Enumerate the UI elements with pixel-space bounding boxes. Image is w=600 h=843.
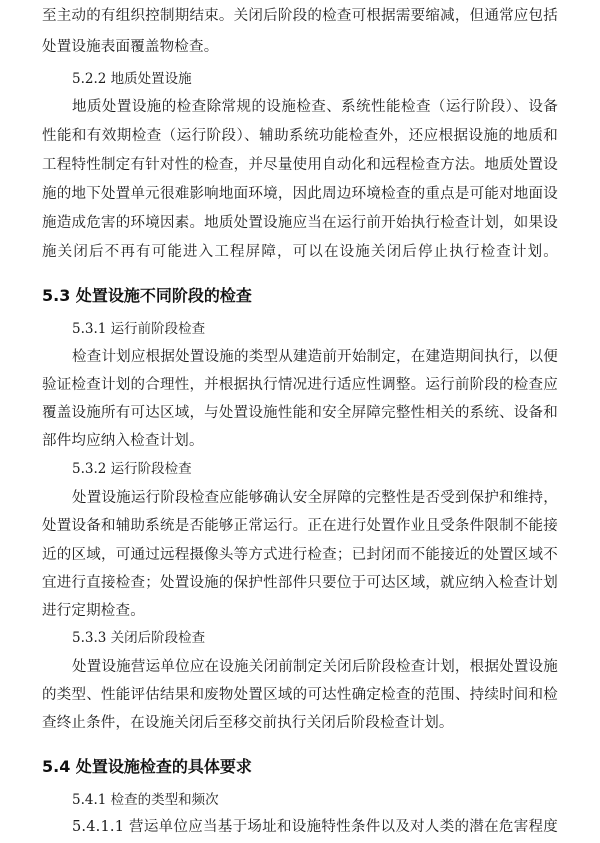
paragraph-line: 处置设施表面覆盖物检查。 (42, 39, 219, 55)
paragraph-line: 处置设施运行阶段检查应能够确认安全屏障的完整性是否受到保护和维持， (72, 490, 558, 506)
paragraph-line: 近的区域，可通过远程摄像头等方式进行检查；已封闭而不能接近的处置区域不 (42, 547, 558, 563)
section-title-5-4: 5.4 处置设施检查的具体要求 (42, 757, 252, 776)
paragraph-line: 查终止条件，在设施关闭后至移交前执行关闭后阶段检查计划。 (42, 715, 454, 731)
subsection-title-5-3-3: 5.3.3 关闭后阶段检查 (72, 630, 206, 646)
paragraph-line: 至主动的有组织控制期结束。关闭后阶段的检查可根据需要缩减，但通常应包括 (42, 8, 558, 24)
paragraph-line: 5.4.1.1 营运单位应当基于场址和设施特性条件以及对人类的潜在危害程度 (72, 819, 558, 835)
paragraph-line: 处置设备和辅助系统是否能够正常运行。正在进行处置作业且受条件限制不能接 (42, 518, 558, 534)
paragraph-line: 的类型、性能评估结果和废物处置区域的可达性确定检查的范围、持续时间和检 (42, 687, 558, 703)
paragraph-line: 进行定期检查。 (42, 603, 145, 619)
paragraph-line: 施关闭后不再有可能进入工程屏障，可以在设施关闭后停止执行检查计划。 (42, 244, 558, 260)
paragraph-line: 处置设施营运单位应在设施关闭前制定关闭后阶段检查计划，根据处置设施 (72, 659, 558, 675)
paragraph-line: 宜进行直接检查；处置设施的保护性部件只要位于可达区域，就应纳入检查计划 (42, 575, 558, 591)
paragraph-line: 覆盖设施所有可达区域，与处置设施性能和安全屏障完整性相关的系统、设备和 (42, 405, 558, 421)
paragraph-line: 工程特性制定有针对性的检查，并尽量使用自动化和远程检查方法。地质处置设 (42, 157, 558, 173)
subsection-title-5-4-1: 5.4.1 检查的类型和频次 (72, 792, 219, 808)
subsection-title-5-3-2: 5.3.2 运行阶段检查 (72, 461, 192, 477)
paragraph-line: 施的地下处置单元很难影响地面环境，因此周边环境检查的重点是可能对地面设 (42, 186, 558, 202)
paragraph-line: 部件均应纳入检查计划。 (42, 433, 204, 449)
section-title-5-3: 5.3 处置设施不同阶段的检查 (42, 286, 252, 305)
paragraph-line: 性能和有效期检查（运行阶段）、辅助系统功能检查外，还应根据设施的地质和 (42, 128, 558, 144)
subsection-title-5-2-2: 5.2.2 地质处置设施 (72, 71, 192, 87)
subsection-title-5-3-1: 5.3.1 运行前阶段检查 (72, 321, 206, 337)
paragraph-line: 检查计划应根据处置设施的类型从建造前开始制定，在建造期间执行，以便 (72, 349, 558, 365)
paragraph-line: 地质处置设施的检查除常规的设施检查、系统性能检查（运行阶段）、设备 (72, 99, 558, 115)
paragraph-line: 施造成危害的环境因素。地质处置设施应当在运行前开始执行检查计划，如果设 (42, 215, 558, 231)
paragraph-line: 验证检查计划的合理性，并根据执行情况进行适应性调整。运行前阶段的检查应 (42, 377, 558, 393)
